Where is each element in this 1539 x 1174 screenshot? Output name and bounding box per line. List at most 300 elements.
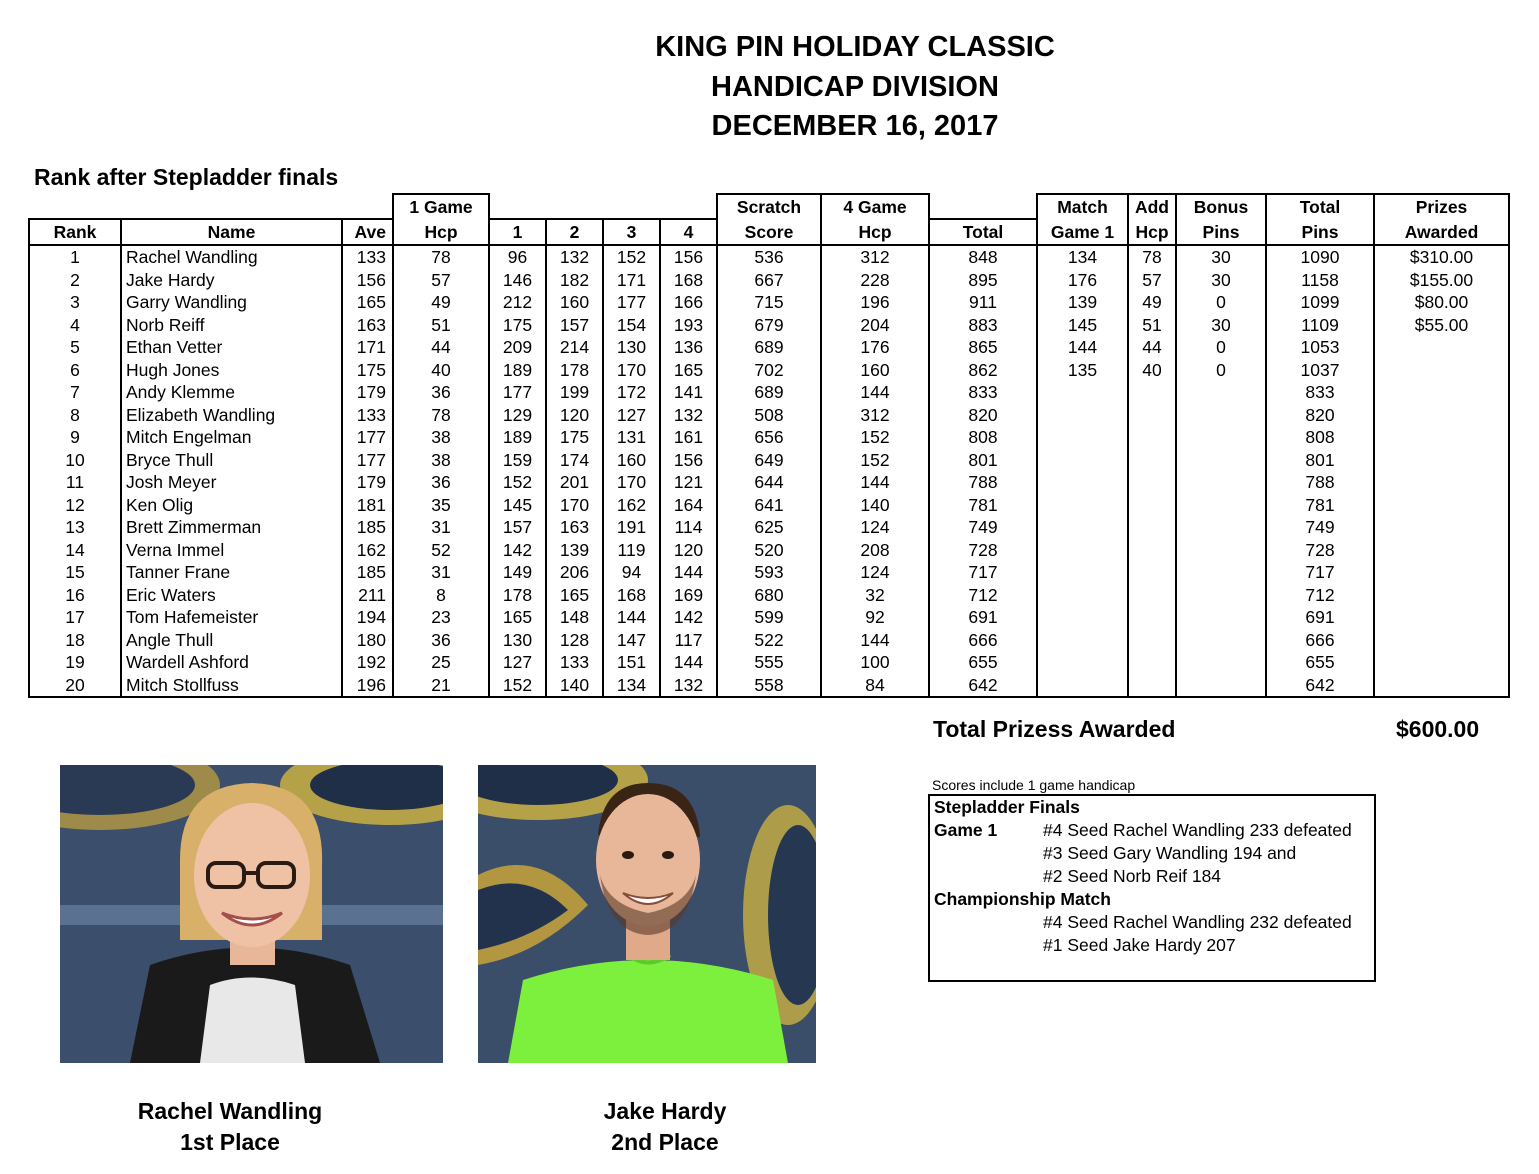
cell-bonus: 30 [1176, 269, 1266, 292]
cell-g1: 189 [489, 359, 546, 382]
cell-g2: 174 [546, 449, 603, 472]
cell-scratch: 644 [717, 471, 821, 494]
cell-ave: 181 [342, 494, 393, 517]
cell-name: Jake Hardy [121, 269, 342, 292]
cell-hcp4: 124 [821, 561, 929, 584]
cell-total: 749 [929, 516, 1037, 539]
cell-g2: 148 [546, 606, 603, 629]
winner-photo-first [60, 765, 443, 1063]
cell-ave: 196 [342, 674, 393, 698]
cell-name: Josh Meyer [121, 471, 342, 494]
cell-hcp4: 312 [821, 245, 929, 269]
cell-ave: 163 [342, 314, 393, 337]
cell-prize [1374, 471, 1509, 494]
cell-bonus [1176, 516, 1266, 539]
stepladder-finals-box [928, 794, 1376, 982]
cell-addhcp [1128, 381, 1176, 404]
cell-hcp4: 84 [821, 674, 929, 698]
cell-bonus [1176, 651, 1266, 674]
header-game-hcp-bottom: Hcp [393, 219, 489, 245]
cell-hcp4: 176 [821, 336, 929, 359]
table-row [29, 539, 1509, 562]
cell-bonus [1176, 539, 1266, 562]
cell-ave: 177 [342, 426, 393, 449]
cell-match [1037, 629, 1128, 652]
cell-hcp: 40 [393, 359, 489, 382]
cell-bonus [1176, 471, 1266, 494]
cell-rank: 5 [29, 336, 121, 359]
cell-addhcp: 51 [1128, 314, 1176, 337]
cell-g2: 170 [546, 494, 603, 517]
cell-hcp4: 152 [821, 426, 929, 449]
cell-totalpins: 1158 [1266, 269, 1374, 292]
cell-g2: 178 [546, 359, 603, 382]
table-subtitle: Rank after Stepladder finals [34, 164, 339, 190]
finals-heading: Stepladder Finals [934, 797, 1080, 817]
cell-rank: 12 [29, 494, 121, 517]
cell-g1: 152 [489, 471, 546, 494]
cell-name: Tanner Frane [121, 561, 342, 584]
cell-hcp4: 32 [821, 584, 929, 607]
cell-hcp: 31 [393, 561, 489, 584]
cell-totalpins: 781 [1266, 494, 1374, 517]
cell-addhcp [1128, 606, 1176, 629]
cell-prize: $55.00 [1374, 314, 1509, 337]
cell-total: 666 [929, 629, 1037, 652]
cell-ave: 156 [342, 269, 393, 292]
cell-hcp: 35 [393, 494, 489, 517]
cell-match [1037, 494, 1128, 517]
cell-g4: 142 [660, 606, 717, 629]
cell-rank: 17 [29, 606, 121, 629]
cell-total: 895 [929, 269, 1037, 292]
cell-bonus [1176, 404, 1266, 427]
title-line-2: HANDICAP DIVISION [711, 70, 999, 103]
cell-g1: 149 [489, 561, 546, 584]
cell-g3: 144 [603, 606, 660, 629]
table-row [29, 674, 1509, 698]
cell-totalpins: 712 [1266, 584, 1374, 607]
cell-rank: 8 [29, 404, 121, 427]
cell-totalpins: 808 [1266, 426, 1374, 449]
cell-g4: 193 [660, 314, 717, 337]
cell-match [1037, 674, 1128, 698]
cell-hcp4: 152 [821, 449, 929, 472]
cell-total: 717 [929, 561, 1037, 584]
cell-g3: 170 [603, 359, 660, 382]
header-total: Total [929, 219, 1037, 245]
cell-scratch: 536 [717, 245, 821, 269]
cell-ave: 194 [342, 606, 393, 629]
cell-name: Hugh Jones [121, 359, 342, 382]
cell-prize [1374, 674, 1509, 698]
cell-bonus [1176, 449, 1266, 472]
cell-hcp4: 140 [821, 494, 929, 517]
cell-ave: 133 [342, 245, 393, 269]
cell-total: 728 [929, 539, 1037, 562]
cell-g2: 139 [546, 539, 603, 562]
cell-hcp4: 160 [821, 359, 929, 382]
cell-g1: 157 [489, 516, 546, 539]
cell-g4: 166 [660, 291, 717, 314]
cell-g2: 165 [546, 584, 603, 607]
cell-hcp: 36 [393, 381, 489, 404]
header-four-game-top: 4 Game [821, 194, 929, 219]
cell-total: 862 [929, 359, 1037, 382]
cell-hcp4: 92 [821, 606, 929, 629]
cell-g3: 177 [603, 291, 660, 314]
cell-totalpins: 801 [1266, 449, 1374, 472]
winner-caption-first [60, 1096, 400, 1158]
winner-name: Rachel Wandling [137, 1098, 323, 1124]
cell-g1: 178 [489, 584, 546, 607]
cell-scratch: 599 [717, 606, 821, 629]
cell-total: 808 [929, 426, 1037, 449]
winner-place: 2nd Place [611, 1129, 719, 1155]
cell-g2: 120 [546, 404, 603, 427]
cell-prize [1374, 336, 1509, 359]
header-four-game-bottom: Hcp [821, 219, 929, 245]
cell-name: Wardell Ashford [121, 651, 342, 674]
cell-g1: 165 [489, 606, 546, 629]
cell-total: 781 [929, 494, 1037, 517]
total-prizes-label: Total Prizess Awarded [933, 716, 1176, 742]
cell-name: Verna Immel [121, 539, 342, 562]
cell-hcp4: 228 [821, 269, 929, 292]
cell-addhcp [1128, 471, 1176, 494]
header-scratch-bottom: Score [717, 219, 821, 245]
cell-total: 712 [929, 584, 1037, 607]
cell-rank: 11 [29, 471, 121, 494]
cell-hcp4: 196 [821, 291, 929, 314]
header-ave: Ave [342, 219, 393, 245]
cell-bonus [1176, 426, 1266, 449]
cell-prize [1374, 651, 1509, 674]
cell-g3: 172 [603, 381, 660, 404]
header-row-top [29, 194, 1509, 219]
cell-scratch: 625 [717, 516, 821, 539]
cell-hcp4: 124 [821, 516, 929, 539]
total-prizes-value: $600.00 [1396, 716, 1480, 742]
cell-g2: 160 [546, 291, 603, 314]
winner-place: 1st Place [180, 1129, 280, 1155]
cell-bonus [1176, 381, 1266, 404]
table-row [29, 291, 1509, 314]
cell-rank: 13 [29, 516, 121, 539]
cell-bonus [1176, 561, 1266, 584]
cell-g4: 132 [660, 674, 717, 698]
cell-totalpins: 1053 [1266, 336, 1374, 359]
table-row [29, 404, 1509, 427]
header-name: Name [121, 219, 342, 245]
cell-g2: 133 [546, 651, 603, 674]
cell-g2: 132 [546, 245, 603, 269]
cell-bonus [1176, 629, 1266, 652]
cell-prize [1374, 539, 1509, 562]
cell-addhcp [1128, 426, 1176, 449]
cell-totalpins: 1109 [1266, 314, 1374, 337]
cell-name: Eric Waters [121, 584, 342, 607]
title-line-1: KING PIN HOLIDAY CLASSIC [655, 31, 1055, 63]
cell-hcp: 38 [393, 426, 489, 449]
cell-hcp: 49 [393, 291, 489, 314]
header-match-bottom: Game 1 [1037, 219, 1128, 245]
cell-ave: 162 [342, 539, 393, 562]
cell-ave: 185 [342, 516, 393, 539]
cell-ave: 165 [342, 291, 393, 314]
cell-match: 144 [1037, 336, 1128, 359]
cell-match [1037, 449, 1128, 472]
cell-g2: 157 [546, 314, 603, 337]
cell-addhcp: 40 [1128, 359, 1176, 382]
cell-g1: 209 [489, 336, 546, 359]
cell-hcp: 78 [393, 245, 489, 269]
cell-g4: 156 [660, 449, 717, 472]
cell-total: 788 [929, 471, 1037, 494]
cell-g3: 147 [603, 629, 660, 652]
header-bonus-bottom: Pins [1176, 219, 1266, 245]
cell-hcp4: 144 [821, 629, 929, 652]
header-totalpins-bottom: Pins [1266, 219, 1374, 245]
cell-totalpins: 1099 [1266, 291, 1374, 314]
header-game-4: 4 [660, 219, 717, 245]
cell-addhcp [1128, 674, 1176, 698]
cell-prize: $155.00 [1374, 269, 1509, 292]
cell-total: 848 [929, 245, 1037, 269]
cell-prize [1374, 516, 1509, 539]
cell-g2: 206 [546, 561, 603, 584]
cell-match [1037, 471, 1128, 494]
cell-total: 833 [929, 381, 1037, 404]
cell-hcp: 36 [393, 629, 489, 652]
game1-result-line: #4 Seed Rachel Wandling 233 defeated [1043, 820, 1352, 840]
cell-totalpins: 1090 [1266, 245, 1374, 269]
cell-g4: 114 [660, 516, 717, 539]
cell-g3: 170 [603, 471, 660, 494]
cell-g2: 128 [546, 629, 603, 652]
cell-totalpins: 728 [1266, 539, 1374, 562]
cell-g4: 136 [660, 336, 717, 359]
cell-g3: 160 [603, 449, 660, 472]
header-game-hcp-top: 1 Game [393, 194, 489, 219]
cell-prize [1374, 584, 1509, 607]
cell-scratch: 558 [717, 674, 821, 698]
cell-match [1037, 404, 1128, 427]
cell-hcp: 38 [393, 449, 489, 472]
cell-addhcp [1128, 449, 1176, 472]
cell-match: 176 [1037, 269, 1128, 292]
table-row [29, 269, 1509, 292]
cell-g4: 156 [660, 245, 717, 269]
cell-match: 134 [1037, 245, 1128, 269]
cell-ave: 179 [342, 381, 393, 404]
cell-g4: 169 [660, 584, 717, 607]
cell-prize: $310.00 [1374, 245, 1509, 269]
cell-addhcp: 49 [1128, 291, 1176, 314]
cell-name: Ken Olig [121, 494, 342, 517]
cell-total: 801 [929, 449, 1037, 472]
cell-name: Andy Klemme [121, 381, 342, 404]
cell-addhcp [1128, 561, 1176, 584]
cell-addhcp [1128, 404, 1176, 427]
cell-bonus [1176, 584, 1266, 607]
cell-total: 642 [929, 674, 1037, 698]
cell-name: Tom Hafemeister [121, 606, 342, 629]
cell-ave: 175 [342, 359, 393, 382]
results-table [28, 193, 1510, 698]
cell-scratch: 689 [717, 381, 821, 404]
cell-name: Bryce Thull [121, 449, 342, 472]
cell-ave: 180 [342, 629, 393, 652]
header-add-top: Add [1128, 194, 1176, 219]
page-title [560, 28, 1150, 147]
cell-name: Mitch Stollfuss [121, 674, 342, 698]
cell-g1: 96 [489, 245, 546, 269]
cell-rank: 20 [29, 674, 121, 698]
cell-hcp4: 144 [821, 471, 929, 494]
cell-scratch: 508 [717, 404, 821, 427]
cell-addhcp [1128, 539, 1176, 562]
cell-g1: 127 [489, 651, 546, 674]
cell-hcp: 31 [393, 516, 489, 539]
cell-total: 911 [929, 291, 1037, 314]
cell-ave: 177 [342, 449, 393, 472]
cell-name: Norb Reiff [121, 314, 342, 337]
cell-hcp: 21 [393, 674, 489, 698]
game1-result-line: #2 Seed Norb Reif 184 [1043, 866, 1222, 886]
cell-scratch: 702 [717, 359, 821, 382]
cell-prize: $80.00 [1374, 291, 1509, 314]
cell-rank: 19 [29, 651, 121, 674]
cell-prize [1374, 606, 1509, 629]
cell-match [1037, 561, 1128, 584]
cell-g1: 177 [489, 381, 546, 404]
cell-g1: 145 [489, 494, 546, 517]
cell-hcp4: 204 [821, 314, 929, 337]
winner-photo-second [478, 765, 816, 1063]
table-row [29, 245, 1509, 269]
cell-hcp: 8 [393, 584, 489, 607]
cell-name: Mitch Engelman [121, 426, 342, 449]
cell-g3: 171 [603, 269, 660, 292]
cell-bonus: 0 [1176, 336, 1266, 359]
table-row [29, 584, 1509, 607]
cell-rank: 16 [29, 584, 121, 607]
cell-scratch: 667 [717, 269, 821, 292]
cell-g3: 151 [603, 651, 660, 674]
cell-hcp4: 312 [821, 404, 929, 427]
cell-prize [1374, 629, 1509, 652]
table-row [29, 471, 1509, 494]
cell-prize [1374, 404, 1509, 427]
cell-g1: 129 [489, 404, 546, 427]
table-row [29, 336, 1509, 359]
cell-g4: 120 [660, 539, 717, 562]
header-game-1: 1 [489, 219, 546, 245]
table-row [29, 629, 1509, 652]
cell-g4: 168 [660, 269, 717, 292]
cell-addhcp [1128, 584, 1176, 607]
cell-g4: 144 [660, 561, 717, 584]
cell-g3: 134 [603, 674, 660, 698]
cell-rank: 14 [29, 539, 121, 562]
cell-scratch: 593 [717, 561, 821, 584]
cell-total: 655 [929, 651, 1037, 674]
cell-bonus: 0 [1176, 291, 1266, 314]
cell-g2: 214 [546, 336, 603, 359]
cell-totalpins: 833 [1266, 381, 1374, 404]
cell-g3: 127 [603, 404, 660, 427]
winner-name: Jake Hardy [603, 1098, 727, 1124]
cell-totalpins: 655 [1266, 651, 1374, 674]
header-game-3: 3 [603, 219, 660, 245]
cell-g4: 121 [660, 471, 717, 494]
cell-match: 139 [1037, 291, 1128, 314]
header-match-top: Match [1037, 194, 1128, 219]
cell-g3: 154 [603, 314, 660, 337]
game1-label: Game 1 [934, 820, 998, 840]
cell-hcp: 57 [393, 269, 489, 292]
header-add-bottom: Hcp [1128, 219, 1176, 245]
cell-bonus: 0 [1176, 359, 1266, 382]
cell-hcp: 51 [393, 314, 489, 337]
cell-g4: 164 [660, 494, 717, 517]
cell-totalpins: 749 [1266, 516, 1374, 539]
cell-g3: 130 [603, 336, 660, 359]
game1-result-line: #3 Seed Gary Wandling 194 and [1043, 843, 1297, 863]
cell-bonus [1176, 674, 1266, 698]
cell-g4: 165 [660, 359, 717, 382]
header-rank: Rank [29, 219, 121, 245]
cell-addhcp [1128, 516, 1176, 539]
cell-match: 145 [1037, 314, 1128, 337]
cell-g4: 132 [660, 404, 717, 427]
cell-rank: 6 [29, 359, 121, 382]
cell-totalpins: 642 [1266, 674, 1374, 698]
cell-scratch: 715 [717, 291, 821, 314]
table-row [29, 359, 1509, 382]
cell-g3: 168 [603, 584, 660, 607]
cell-match [1037, 516, 1128, 539]
cell-name: Rachel Wandling [121, 245, 342, 269]
table-row [29, 561, 1509, 584]
cell-hcp4: 208 [821, 539, 929, 562]
cell-totalpins: 691 [1266, 606, 1374, 629]
cell-addhcp [1128, 494, 1176, 517]
table-row [29, 381, 1509, 404]
cell-bonus: 30 [1176, 245, 1266, 269]
cell-hcp4: 100 [821, 651, 929, 674]
cell-match [1037, 381, 1128, 404]
cell-scratch: 679 [717, 314, 821, 337]
cell-prize [1374, 381, 1509, 404]
cell-scratch: 641 [717, 494, 821, 517]
cell-totalpins: 666 [1266, 629, 1374, 652]
cell-g4: 161 [660, 426, 717, 449]
cell-addhcp [1128, 651, 1176, 674]
cell-g4: 117 [660, 629, 717, 652]
cell-g3: 152 [603, 245, 660, 269]
cell-g1: 212 [489, 291, 546, 314]
cell-name: Elizabeth Wandling [121, 404, 342, 427]
cell-g1: 130 [489, 629, 546, 652]
header-scratch-top: Scratch [717, 194, 821, 219]
cell-scratch: 522 [717, 629, 821, 652]
cell-match [1037, 539, 1128, 562]
header-row-bottom [29, 219, 1509, 245]
cell-g1: 152 [489, 674, 546, 698]
cell-g4: 144 [660, 651, 717, 674]
